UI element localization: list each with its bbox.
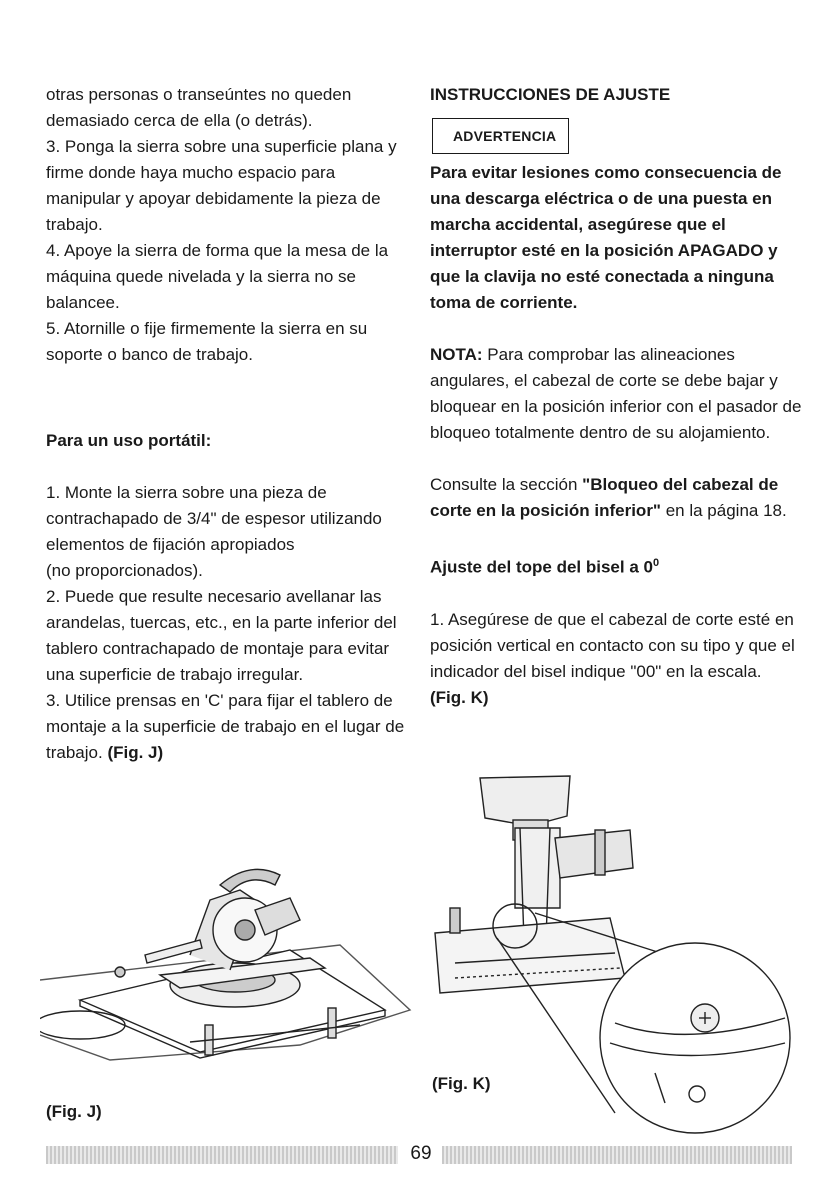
note-paragraph <box>430 342 802 446</box>
step-3-paragraph: 3. Ponga la sierra sobre una superficie plana y firme donde haya mucho espacio para manipular y apoyar debidamente la pieza de trabajo. <box>46 137 397 234</box>
note-text: Para comprobar las alineaciones angulares, el cabezal de corte se debe bajar y bloquear en la posición inferior con el pasador de bloqueo totalmente dentro de su alojamiento. <box>430 345 802 442</box>
note-label: NOTA: <box>430 345 483 364</box>
figure-k-label: (Fig. K) <box>432 1074 491 1093</box>
consult-post: en la página 18. <box>661 501 787 520</box>
consult-pre: Consulte la sección <box>430 475 583 494</box>
portable-step-1: 1. Monte la sierra sobre una pieza de contrachapado de 3/4" de espesor utilizando elementos de fijación apropiados <box>46 483 382 554</box>
fig-j-reference: (Fig. J) <box>107 743 164 762</box>
paragraph-continuation: otras personas o transeúntes no queden demasiado cerca de ella (o detrás). <box>46 85 352 130</box>
portable-step-3 <box>46 688 410 766</box>
right-column <box>430 82 802 711</box>
figure-j-label: (Fig. J) <box>46 1102 102 1121</box>
footer-stripe-right <box>442 1146 792 1164</box>
consult-section-ref: "Bloqueo del cabezal de corte en la posición inferior" <box>430 475 779 520</box>
warning-label: ADVERTENCIA <box>453 128 557 144</box>
consult-paragraph <box>430 472 802 524</box>
adjustment-instructions-heading: INSTRUCCIONES DE AJUSTE <box>430 85 671 104</box>
page-number: 69 <box>410 1143 432 1164</box>
footer-stripe-left <box>46 1146 398 1164</box>
bevel-stop-degree: 0 <box>652 557 660 569</box>
bevel-stop-heading-text: Ajuste del tope del bisel a 0 <box>430 557 653 577</box>
portable-step-3-text: 3. Utilice prensas en 'C' para fijar el tablero de montaje a la superficie de trabajo en el lugar de trabajo. <box>46 691 405 762</box>
fig-k-reference: (Fig. K) <box>430 687 489 707</box>
portable-use-heading: Para un uso portátil: <box>46 431 212 450</box>
step-4-paragraph: 4. Apoye la sierra de forma que la mesa de la máquina quede nivelada y la sierra no se balancee. <box>46 241 389 312</box>
warning-text: Para evitar lesiones como consecuencia de una descarga eléctrica o de una puesta en marcha accidental, asegúrese que el interruptor esté en la posición APAGADO y que la clavija no esté conectada a ninguna toma de corriente. <box>430 163 782 312</box>
step-5-paragraph: 5. Atornille o fije firmemente la sierra en su soporte o banco de trabajo. <box>46 319 368 364</box>
bevel-step-1 <box>430 607 802 711</box>
portable-step-1-note: (no proporcionados). <box>46 561 203 580</box>
bevel-stop-heading <box>430 550 802 581</box>
warning-box <box>432 118 569 154</box>
portable-step-2: 2. Puede que resulte necesario avellanar las arandelas, tuercas, etc., en la parte inferior del tablero contrachapado de montaje para evitar una superficie de trabajo irregular. <box>46 587 397 684</box>
left-column <box>46 82 410 766</box>
bevel-step-1-text: 1. Asegúrese de que el cabezal de corte esté en posición vertical en contacto con su tipo y que el indicador del bisel indique "00" en la escala. <box>430 609 795 681</box>
figure-j-miter-saw-illustration <box>40 860 420 1070</box>
